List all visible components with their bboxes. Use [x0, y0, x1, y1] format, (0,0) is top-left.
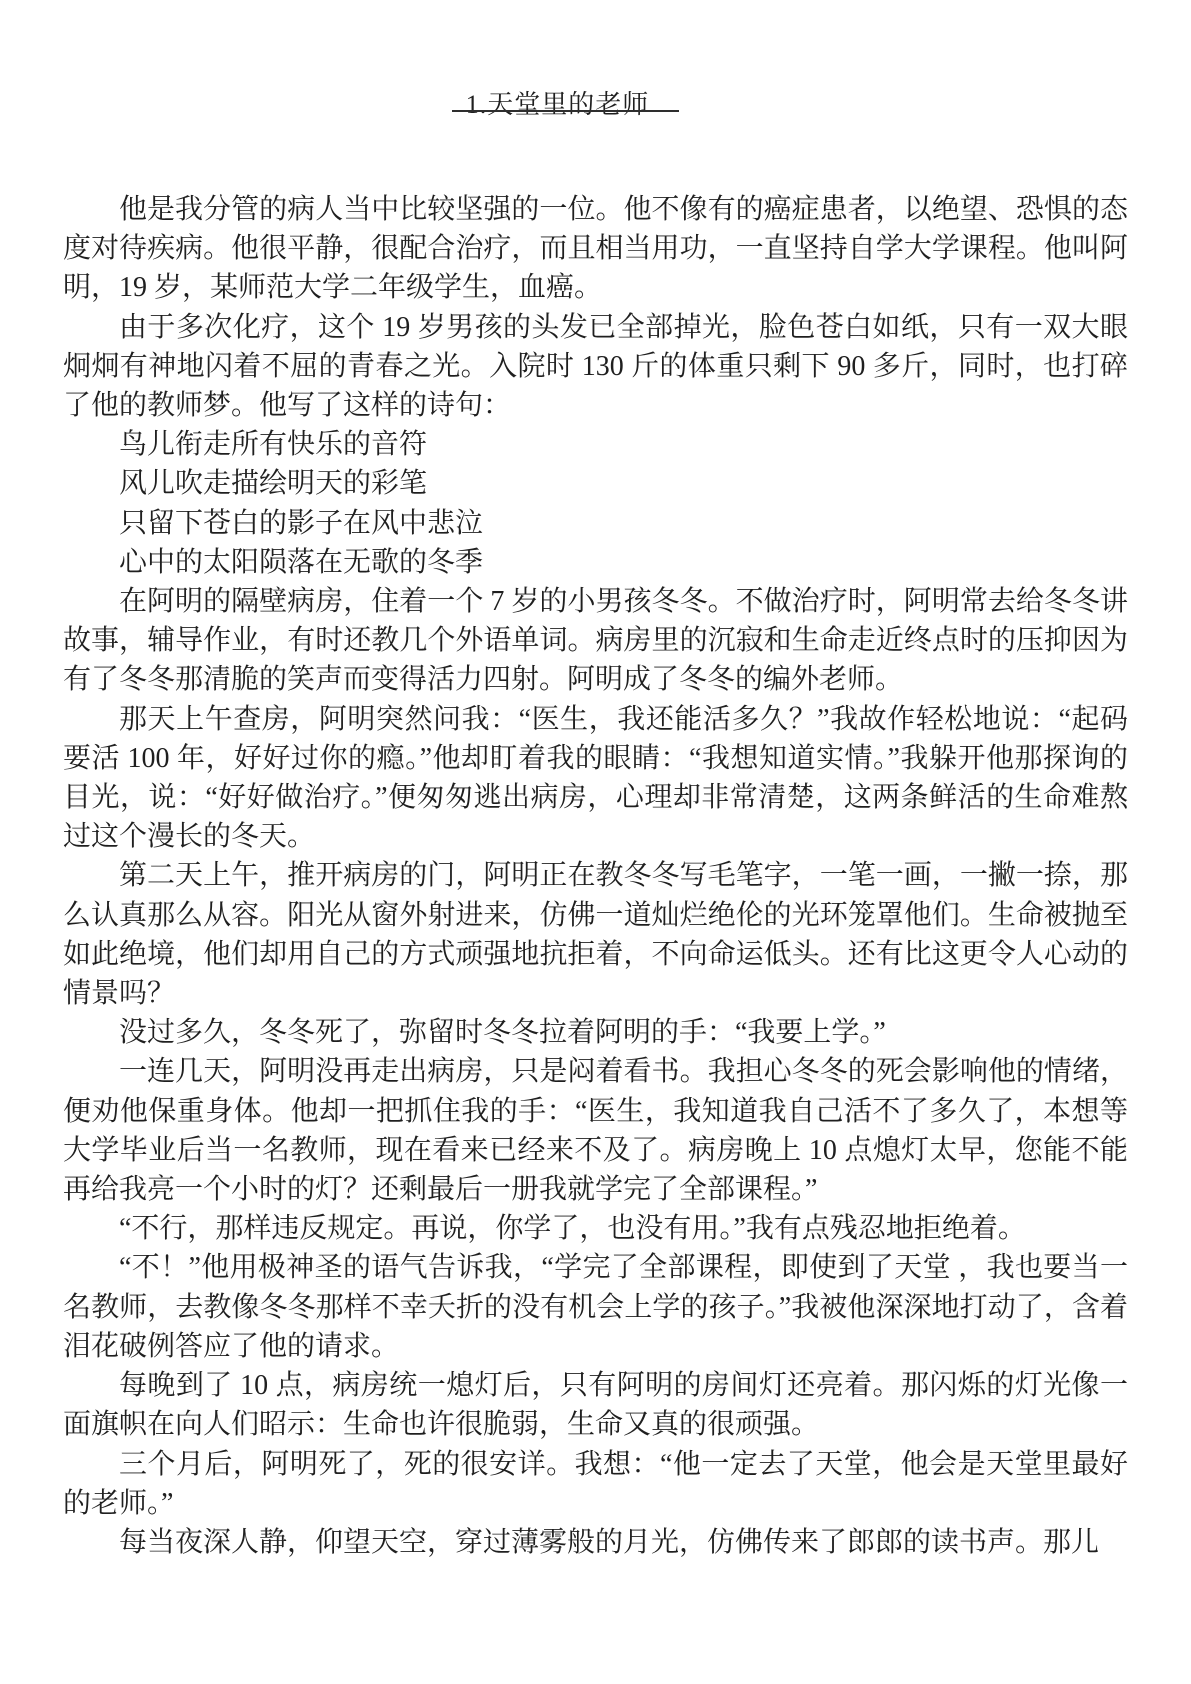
- paragraph: 没过多久，冬冬死了，弥留时冬冬拉着阿明的手：“我要上学。”: [119, 1017, 886, 1049]
- paragraph: “不行，那样违反规定。再说，你学了，也没有用。”我有点残忍地拒绝着。: [119, 1213, 1026, 1245]
- verse-line: 心中的太阳陨落在无歌的冬季: [119, 546, 484, 578]
- paragraph: 那天上午查房，阿明突然问我：“医生，我还能活多久？”我故作轻松地说：“起码要活 100 年，好好过你的瘾。”他却盯着我的眼睛：“我想知道实情。”我躲开他那探询的目光，说：“好好做治疗。”便匆匆逃出病房，心理却非常清楚，这两条鲜活的生命难熬过这个漫长的冬天。: [63, 703, 1128, 853]
- paragraph: 由于多次化疗，这个 19 岁男孩的头发已全部掉光，脸色苍白如纸，只有一双大眼炯炯有神地闪着不屈的青春之光。入院时 130 斤的体重只剩下 90 多斤，同时，也打碎了他的教师梦。他写了这样的诗句：: [63, 311, 1128, 422]
- paragraph: 每当夜深人静，仰望天空，穿过薄雾般的月光，仿佛传来了郎郎的读书声。那儿: [119, 1526, 1100, 1558]
- page-title-text: 1.天堂里的老师: [466, 88, 650, 122]
- paragraph: 一连几天，阿明没再走出病房，只是闷着看书。我担心冬冬的死会影响他的情绪，便劝他保重身体。他却一把抓住我的手：“医生，我知道我自己活不了多久了，本想等大学毕业后当一名教师，现在看来已经来不及了。病房晚上 10 点熄灯太早，您能不能再给我亮一个小时的灯？还剩最后一册我就学完了全部课程。”: [63, 1056, 1128, 1206]
- verse-line: 风儿吹走描绘明天的彩笔: [119, 468, 428, 500]
- paragraph: “不！”他用极神圣的语气告诉我，“学完了全部课程，即使到了天堂 ，我也要当一名教师，去教像冬冬那样不幸夭折的没有机会上学的孩子。”我被他深深地打动了，含着泪花破例答应了他的请求。: [63, 1252, 1128, 1362]
- paragraph: 第二天上午，推开病房的门，阿明正在教冬冬写毛笔字，一笔一画，一撇一捺，那么认真那么从容。阳光从窗外射进来，仿佛一道灿烂绝伦的光环笼罩他们。生命被抛至如此绝境，他们却用自己的方式顽强地抗拒着，不向命运低头。还有比这更令人心动的情景吗？: [63, 860, 1128, 1010]
- verse-line: 只留下苍白的影子在风中悲泣: [119, 507, 484, 539]
- paragraph: 每晚到了 10 点，病房统一熄灯后，只有阿明的房间灯还亮着。那闪烁的灯光像一面旗帜在向人们昭示：生命也许很脆弱，生命又真的很顽强。: [63, 1370, 1128, 1441]
- paragraph: 三个月后，阿明死了，死的很安详。我想：“他一定去了天堂，他会是天堂里最好的老师。”: [63, 1448, 1128, 1519]
- verse-line: 鸟儿衔走所有快乐的音符: [119, 429, 428, 461]
- paragraph: 在阿明的隔壁病房，住着一个 7 岁的小男孩冬冬。不做治疗时，阿明常去给冬冬讲故事，辅导作业，有时还教几个外语单词。病房里的沉寂和生命走近终点时的压抑因为有了冬冬那清脆的笑声而变得活力四射。阿明成了冬冬的编外老师。: [63, 586, 1128, 696]
- page-title: [63, 88, 1128, 122]
- document-body: [63, 190, 1128, 1562]
- paragraph: 他是我分管的病人当中比较坚强的一位。他不像有的癌症患者，以绝望、恐惧的态度对待疾病。他很平静，很配合治疗，而且相当用功，一直坚持自学大学课程。他叫阿明，19 岁，某师范大学二年级学生，血癌。: [63, 194, 1128, 304]
